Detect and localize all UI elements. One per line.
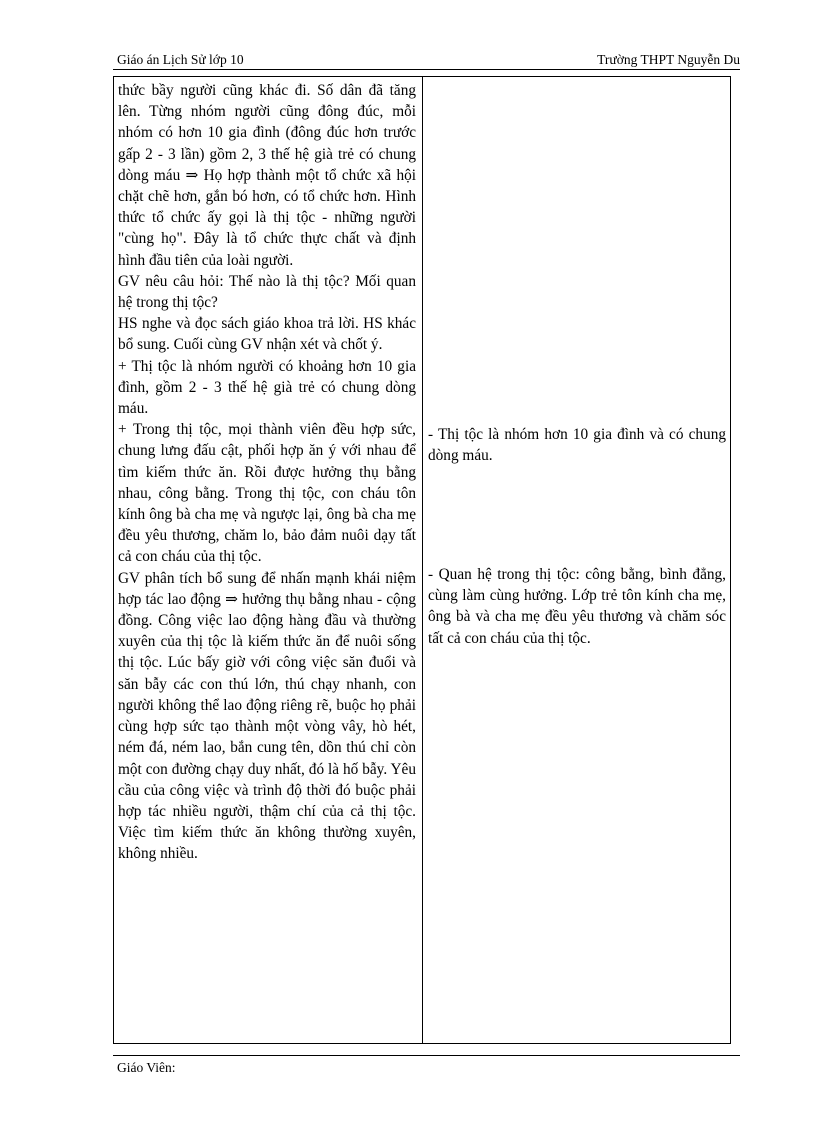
paragraph-thi-toc-definition: + Thị tộc là nhóm người có khoảng hơn 10 gia đình, gồm 2 - 3 thế hệ già trẻ có chung dòng máu. — [118, 357, 416, 418]
lesson-table — [113, 76, 731, 1044]
header-rule — [113, 69, 740, 70]
paragraph-gv-analysis: GV phân tích bổ sung để nhấn mạnh khái niệm hợp tác lao động ⇒ hưởng thụ bằng nhau - cộng đồng. Công việc lao động hàng đầu và thường xuyên của thị tộc là kiếm thức ăn để nuôi sống thị tộc. Lúc bấy giờ với công việc săn đuổi và săn bẫy các con thú lớn, thú chạy nhanh, con người không thể lao động riêng rẽ, buộc họ phải cùng hợp sức tạo thành một vòng vây, hò hét, ném đá, ném lao, bắn cung tên, dồn thú chỉ còn một con đường chạy duy nhất, đó là hố bẫy. Yêu cầu của công việc và trình độ thời đó buộc phải hợp tác nhiều người, thậm chí của cả thị tộc. Việc tìm kiếm thức ăn không thường xuyên, không nhiều. — [118, 569, 416, 863]
paragraph-thi-toc-intro: thức bầy người cũng khác đi. Số dân đã tăng lên. Từng nhóm người cũng đông đúc, mỗi nhóm có hơn 10 gia đình (đông đúc hơn trước gấp 2 - 3 lần) gồm 2, 3 thế hệ già trẻ có chung dòng máu ⇒ Họ hợp thành một tổ chức xã hội chặt chẽ hơn, gắn bó hơn, có tổ chức hơn. Hình thức tổ chức ấy gọi là thị tộc - những người "cùng họ". Đây là tổ chức thực chất và định hình đầu tiên của loài người. — [118, 82, 416, 269]
column-divider — [422, 77, 423, 1043]
footer-teacher-label: Giáo Viên: — [117, 1060, 176, 1075]
key-point-thi-toc — [428, 424, 726, 466]
header-subject: Giáo án Lịch Sử lớp 10 — [117, 52, 244, 67]
footer-rule — [113, 1055, 740, 1056]
header-school: Trường THPT Nguyễn Du — [597, 52, 740, 67]
key-point-relations-text: - Quan hệ trong thị tộc: công bằng, bình đẳng, cùng làm cùng hưởng. Lớp trẻ tôn kính cha mẹ, ông bà và cha mẹ đều yêu thương và chăm sóc tất cả con cháu của thị tộc. — [428, 566, 726, 647]
paragraph-gv-question: GV nêu câu hỏi: Thế nào là thị tộc? Mối quan hệ trong thị tộc? — [118, 272, 416, 312]
key-point-relations — [428, 564, 726, 649]
teacher-student-activities-column — [118, 80, 416, 865]
paragraph-hs-answer: HS nghe và đọc sách giáo khoa trả lời. HS khác bổ sung. Cuối cùng GV nhận xét và chốt ý. — [118, 315, 416, 354]
paragraph-thi-toc-relations: + Trong thị tộc, mọi thành viên đều hợp sức, chung lưng đấu cật, phối hợp ăn ý với nhau để tìm kiếm thức ăn. Rồi được hưởng thụ bằng nhau, công bằng. Trong thị tộc, con cháu tôn kính ông bà cha mẹ và ngược lại, ông bà cha mẹ đều yêu thương, chăm lo, bảo đảm nuôi dạy tất cả con cháu của thị tộc. — [118, 421, 416, 566]
key-point-definition: - Thị tộc là nhóm hơn 10 gia đình và có chung dòng máu. — [428, 426, 726, 465]
page-header — [113, 52, 740, 68]
